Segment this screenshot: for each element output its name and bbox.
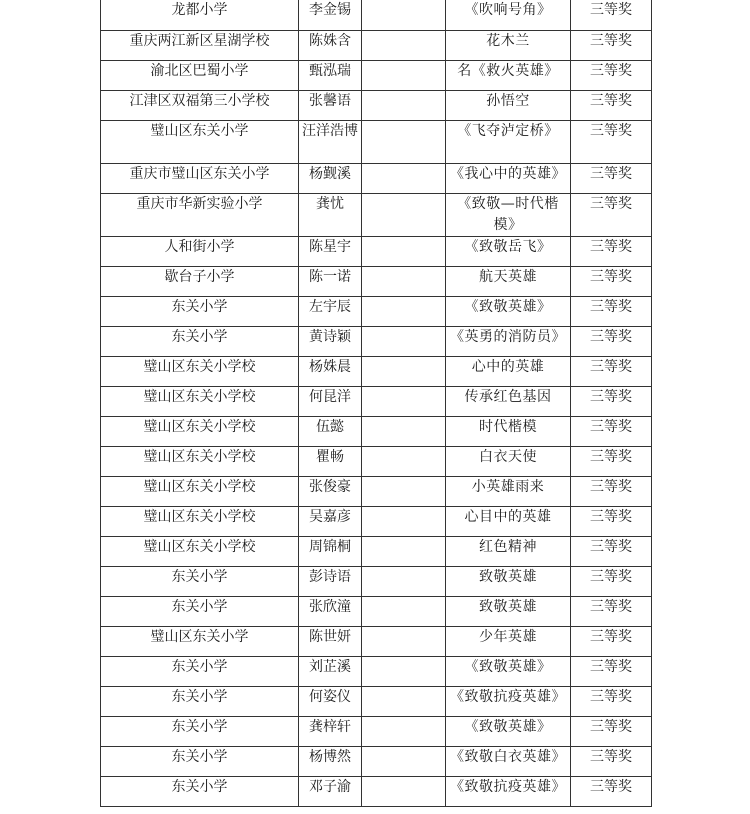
student-name-cell: 伍懿 [299,416,362,446]
award-level-cell: 三等奖 [571,686,652,716]
award-level-cell: 三等奖 [571,506,652,536]
work-title-cell: 《致敬岳飞》 [446,236,571,266]
award-level-cell: 三等奖 [571,266,652,296]
empty-cell [362,30,446,60]
student-name-cell: 邓子渝 [299,776,362,806]
work-title-cell: 白衣天使 [446,446,571,476]
student-name-cell: 张馨语 [299,90,362,120]
student-name-cell: 龚忧 [299,193,362,236]
empty-cell [362,90,446,120]
school-cell: 东关小学 [101,716,299,746]
student-name-cell: 杨博然 [299,746,362,776]
table-row [101,120,652,163]
award-level-cell: 三等奖 [571,0,652,30]
school-cell: 璧山区东关小学校 [101,476,299,506]
empty-cell [362,120,446,163]
work-title-cell: 《致敬—时代楷模》 [446,193,571,236]
award-list-page [100,0,651,807]
table-row [101,476,652,506]
student-name-cell: 龚梓轩 [299,716,362,746]
student-name-cell: 张俊豪 [299,476,362,506]
work-title-cell: 致敬英雄 [446,566,571,596]
student-name-cell: 陈一诺 [299,266,362,296]
empty-cell [362,746,446,776]
student-name-cell: 彭诗语 [299,566,362,596]
work-title-cell: 红色精神 [446,536,571,566]
student-name-cell: 黄诗颖 [299,326,362,356]
work-title-cell: 名《救火英雄》 [446,60,571,90]
student-name-cell: 何昆洋 [299,386,362,416]
school-cell: 璧山区东关小学校 [101,356,299,386]
empty-cell [362,596,446,626]
student-name-cell: 杨姝晨 [299,356,362,386]
work-title-cell: 时代楷模 [446,416,571,446]
table-row [101,566,652,596]
school-cell: 重庆市璧山区东关小学 [101,163,299,193]
school-cell: 东关小学 [101,686,299,716]
award-level-cell: 三等奖 [571,296,652,326]
school-cell: 璧山区东关小学校 [101,536,299,566]
empty-cell [362,686,446,716]
school-cell: 东关小学 [101,656,299,686]
school-cell: 璧山区东关小学校 [101,506,299,536]
award-level-cell: 三等奖 [571,596,652,626]
work-title-cell: 心目中的英雄 [446,506,571,536]
school-cell: 龙都小学 [101,0,299,30]
table-row [101,386,652,416]
award-level-cell: 三等奖 [571,566,652,596]
work-title-cell: 《吹响号角》 [446,0,571,30]
empty-cell [362,506,446,536]
table-row [101,266,652,296]
empty-cell [362,716,446,746]
student-name-cell: 吴嘉彦 [299,506,362,536]
empty-cell [362,656,446,686]
student-name-cell: 李金锡 [299,0,362,30]
school-cell: 东关小学 [101,746,299,776]
award-level-cell: 三等奖 [571,446,652,476]
student-name-cell: 陈星宇 [299,236,362,266]
work-title-cell: 《致敬英雄》 [446,716,571,746]
work-title-cell: 《英勇的消防员》 [446,326,571,356]
work-title-cell: 传承红色基因 [446,386,571,416]
award-level-cell: 三等奖 [571,536,652,566]
table-row [101,90,652,120]
student-name-cell: 左宇辰 [299,296,362,326]
student-name-cell: 周锦桐 [299,536,362,566]
work-title-cell: 《致敬抗疫英雄》 [446,686,571,716]
empty-cell [362,536,446,566]
student-name-cell: 甄泓瑞 [299,60,362,90]
work-title-cell: 《飞夺泸定桥》 [446,120,571,163]
table-row [101,656,652,686]
award-level-cell: 三等奖 [571,60,652,90]
award-level-cell: 三等奖 [571,326,652,356]
empty-cell [362,296,446,326]
table-row [101,446,652,476]
award-level-cell: 三等奖 [571,656,652,686]
table-row [101,193,652,236]
empty-cell [362,776,446,806]
award-level-cell: 三等奖 [571,776,652,806]
work-title-cell: 《致敬白衣英雄》 [446,746,571,776]
work-title-cell: 致敬英雄 [446,596,571,626]
school-cell: 人和街小学 [101,236,299,266]
award-level-cell: 三等奖 [571,416,652,446]
school-cell: 璧山区东关小学 [101,120,299,163]
school-cell: 江津区双福第三小学校 [101,90,299,120]
empty-cell [362,446,446,476]
award-level-cell: 三等奖 [571,236,652,266]
award-level-cell: 三等奖 [571,716,652,746]
award-table [100,0,652,807]
table-row [101,776,652,806]
empty-cell [362,236,446,266]
student-name-cell: 张欣潼 [299,596,362,626]
empty-cell [362,163,446,193]
award-level-cell: 三等奖 [571,746,652,776]
award-level-cell: 三等奖 [571,386,652,416]
table-row [101,60,652,90]
student-name-cell: 陈姝含 [299,30,362,60]
table-row [101,716,652,746]
student-name-cell: 杨觐溪 [299,163,362,193]
student-name-cell: 何姿仪 [299,686,362,716]
work-title-cell: 小英雄雨来 [446,476,571,506]
work-title-cell: 《致敬英雄》 [446,296,571,326]
school-cell: 东关小学 [101,596,299,626]
empty-cell [362,476,446,506]
award-level-cell: 三等奖 [571,30,652,60]
table-row [101,236,652,266]
work-title-cell: 航天英雄 [446,266,571,296]
student-name-cell: 刘芷溪 [299,656,362,686]
table-row [101,506,652,536]
work-title-cell: 孙悟空 [446,90,571,120]
school-cell: 东关小学 [101,776,299,806]
school-cell: 东关小学 [101,296,299,326]
table-row [101,686,652,716]
empty-cell [362,266,446,296]
table-row [101,0,652,30]
award-level-cell: 三等奖 [571,120,652,163]
empty-cell [362,566,446,596]
student-name-cell: 汪洋浩博 [299,120,362,163]
school-cell: 璧山区东关小学校 [101,446,299,476]
school-cell: 重庆两江新区星湖学校 [101,30,299,60]
empty-cell [362,356,446,386]
school-cell: 璧山区东关小学 [101,626,299,656]
school-cell: 渝北区巴蜀小学 [101,60,299,90]
work-title-cell: 花木兰 [446,30,571,60]
work-title-cell: 《我心中的英雄》 [446,163,571,193]
table-row [101,416,652,446]
table-row [101,626,652,656]
award-level-cell: 三等奖 [571,476,652,506]
school-cell: 东关小学 [101,566,299,596]
empty-cell [362,60,446,90]
school-cell: 歇台子小学 [101,266,299,296]
award-level-cell: 三等奖 [571,356,652,386]
work-title-cell: 心中的英雄 [446,356,571,386]
award-table-body [101,0,652,806]
work-title-cell: 《致敬英雄》 [446,656,571,686]
empty-cell [362,193,446,236]
award-level-cell: 三等奖 [571,163,652,193]
school-cell: 东关小学 [101,326,299,356]
school-cell: 璧山区东关小学校 [101,386,299,416]
table-row [101,596,652,626]
table-row [101,746,652,776]
student-name-cell: 陈世妍 [299,626,362,656]
school-cell: 重庆市华新实验小学 [101,193,299,236]
table-row [101,296,652,326]
award-level-cell: 三等奖 [571,626,652,656]
table-row [101,163,652,193]
award-level-cell: 三等奖 [571,193,652,236]
work-title-cell: 《致敬抗疫英雄》 [446,776,571,806]
empty-cell [362,626,446,656]
work-title-cell: 少年英雄 [446,626,571,656]
student-name-cell: 瞿畅 [299,446,362,476]
table-row [101,536,652,566]
empty-cell [362,416,446,446]
award-level-cell: 三等奖 [571,90,652,120]
empty-cell [362,386,446,416]
table-row [101,326,652,356]
empty-cell [362,326,446,356]
table-row [101,356,652,386]
school-cell: 璧山区东关小学校 [101,416,299,446]
empty-cell [362,0,446,30]
table-row [101,30,652,60]
